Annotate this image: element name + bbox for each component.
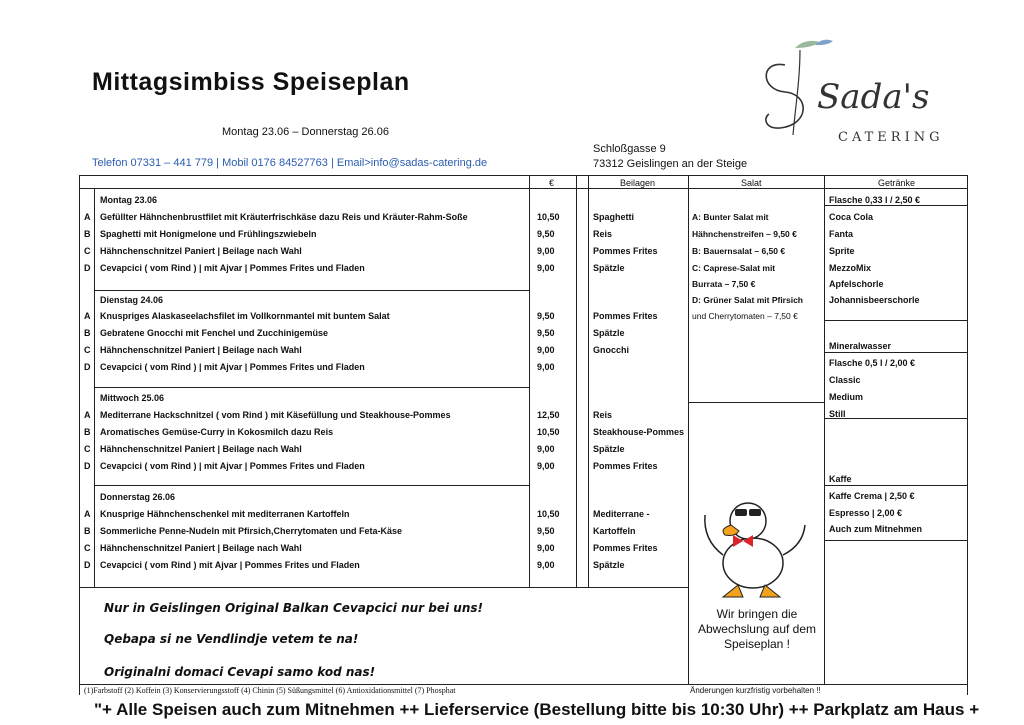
dish-name: Spaghetti mit Honigmelone und Frühlingszwiebeln [100,229,317,239]
dish-name: Cevapcici ( vom Rind ) | mit Ajvar | Pommes Frites und Fladen [100,362,365,372]
dish-price: 9,00 [537,362,555,372]
dish-price: 9,50 [537,526,555,536]
header-drinks: Getränke [878,178,916,188]
drink-item: Sprite [829,246,855,256]
dish-side: Reis [593,410,613,420]
salad-line: Hähnchenstreifen – 9,50 € [692,229,797,239]
dish-name: Cevapcici ( vom Rind ) | mit Ajvar | Pommes Frites und Fladen [100,461,365,471]
dish-side: Spätzle [593,560,625,570]
drink-item: Kaffe Crema | 2,50 € [829,491,915,501]
address-city: 73312 Geislingen an der Steige [593,158,748,170]
dish-price: 9,00 [537,461,555,471]
row-letter: B [84,526,91,536]
row-letter: C [84,444,91,454]
drink-item: Johannisbeerschorle [829,295,920,305]
row-letter: A [84,509,91,519]
dish-name: Sommerliche Penne-Nudeln mit Pfirsich,Cherrytomaten und Feta-Käse [100,526,403,536]
dish-price: 9,50 [537,311,555,321]
logo-name: Sada's [817,77,930,117]
drink-item: Still [829,409,846,419]
drink-item: Classic [829,375,861,385]
row-letter: D [84,461,91,471]
promo-line: Nur in Geislingen Original Balkan Cevapcici nur bei uns! [104,601,483,615]
day-title: Mittwoch 25.06 [100,393,165,403]
salad-line: A: Bunter Salat mit [692,212,769,222]
dish-name: Cevapcici ( vom Rind ) mit Ajvar | Pommes Frites und Fladen [100,560,360,570]
drink-item: Espresso | 2,00 € [829,508,903,518]
day-title: Donnerstag 26.06 [100,492,176,502]
promo-line: Qebapa si ne Vendlindje vetem te na! [104,632,359,646]
row-letter: C [84,246,91,256]
header-salad: Salat [741,178,762,188]
water-size: Flasche 0,5 l / 2,00 € [829,358,916,368]
row-letter: C [84,345,91,355]
salad-line: C: Caprese-Salat mit [692,263,776,273]
salad-line: D: Grüner Salat mit Pfirsich [692,295,803,305]
dish-name: Hähnchenschnitzel Paniert | Beilage nach Wahl [100,444,302,454]
dish-side: Spaghetti [593,212,635,222]
row-letter: A [84,311,91,321]
dish-name: Gefüllter Hähnchenbrustfilet mit Kräuterfrischkäse dazu Reis und Kräuter-Rahm-Soße [100,212,468,222]
row-letter: D [84,560,91,570]
logo-word: CATERING [838,130,944,145]
water-title: Mineralwasser [829,341,892,351]
row-letter: C [84,543,91,553]
duck-mascot-illustration [693,493,811,601]
salad-line: Burrata – 7,50 € [692,279,756,289]
drink-item: Apfelschorle [829,279,884,289]
dish-side: Gnocchi [593,345,630,355]
day-title: Dienstag 24.06 [100,295,164,305]
dish-side: Spätzle [593,263,625,273]
dish-name: Mediterrane Hackschnitzel ( vom Rind ) mit Käsefüllung und Steakhouse-Pommes [100,410,451,420]
row-letter: B [84,328,91,338]
row-letter: B [84,229,91,239]
dish-price: 12,50 [537,410,560,420]
dish-side: Spätzle [593,444,625,454]
drink-item: Medium [829,392,864,402]
dish-name: Hähnchenschnitzel Paniert | Beilage nach Wahl [100,543,302,553]
dish-price: 10,50 [537,509,560,519]
dish-side: Pommes Frites [593,461,658,471]
salad-line: B: Bauernsalat – 6,50 € [692,246,786,256]
row-letter: A [84,410,91,420]
dish-name: Cevapcici ( vom Rind ) | mit Ajvar | Pommes Frites und Fladen [100,263,365,273]
dish-name: Hähnchenschnitzel Paniert | Beilage nach Wahl [100,345,302,355]
dish-name: Knuspriges Alaskaseelachsfilet im Vollkornmantel mit buntem Salat [100,311,390,321]
page-title: Mittagsimbiss Speiseplan [92,68,410,96]
promo-line: Originalni domaci Cevapi samo kod nas! [104,665,376,679]
duck-slogan: Wir bringen die Abwechslung auf dem Speiseplan ! [697,607,817,651]
dish-name: Hähnchenschnitzel Paniert | Beilage nach Wahl [100,246,302,256]
drink-item: Fanta [829,229,854,239]
dish-name: Gebratene Gnocchi mit Fenchel und Zucchinigemüse [100,328,329,338]
dish-side: Mediterrane - [593,509,650,519]
drink-item: Auch zum Mitnehmen [829,524,923,534]
changes-note: Änderungen kurzfristig vorbehalten !! [690,686,821,695]
dish-price: 10,50 [537,427,560,437]
header-sides: Beilagen [620,178,656,188]
row-letter: D [84,362,91,372]
drink-item: Coca Cola [829,212,874,222]
dish-price: 9,00 [537,543,555,553]
dish-name: Knusprige Hähnchenschenkel mit mediterranen Kartoffeln [100,509,350,519]
dish-side: Spätzle [593,328,625,338]
dish-price: 9,00 [537,560,555,570]
dish-side: Pommes Frites [593,311,658,321]
dish-side: Pommes Frites [593,543,658,553]
dish-price: 10,50 [537,212,560,222]
dish-price: 9,00 [537,246,555,256]
address-street: Schloßgasse 9 [593,143,666,155]
row-letter: A [84,212,91,222]
salad-line: und Cherrytomaten – 7,50 € [692,311,798,321]
drink-item: MezzoMix [829,263,872,273]
dish-price: 9,00 [537,263,555,273]
coffee-title: Kaffe [829,474,852,484]
row-letter: B [84,427,91,437]
row-letter: D [84,263,91,273]
contact-line: Telefon 07331 – 441 779 | Mobil 0176 84527763 | Email>info@sadas-catering.de [92,157,488,169]
dish-side: Reis [593,229,613,239]
dish-side: Steakhouse-Pommes [593,427,685,437]
week-dates: Montag 23.06 – Donnerstag 26.06 [222,126,389,138]
dish-side: Kartoffeln [593,526,636,536]
dish-price: 9,00 [537,444,555,454]
dish-name: Aromatisches Gemüse-Curry in Kokosmilch dazu Reis [100,427,334,437]
header-price: € [549,178,555,188]
dish-side: Pommes Frites [593,246,658,256]
service-banner: "+ Alle Speisen auch zum Mitnehmen ++ Lieferservice (Bestellung bitte bis 10:30 Uhr) ++ Parkplatz am Haus + [94,700,980,719]
day-title: Montag 23.06 [100,195,158,205]
allergen-footnote: (1)Farbstoff (2) Koffein (3) Konservierungsstoff (4) Chinin (5) Süßungsmittel (6) Antioxidationsmittel (7) Phosphat [84,686,456,695]
soft-drink-size: Flasche 0,33 l / 2,50 € [829,195,921,205]
dish-price: 9,00 [537,345,555,355]
dish-price: 9,50 [537,328,555,338]
dish-price: 9,50 [537,229,555,239]
